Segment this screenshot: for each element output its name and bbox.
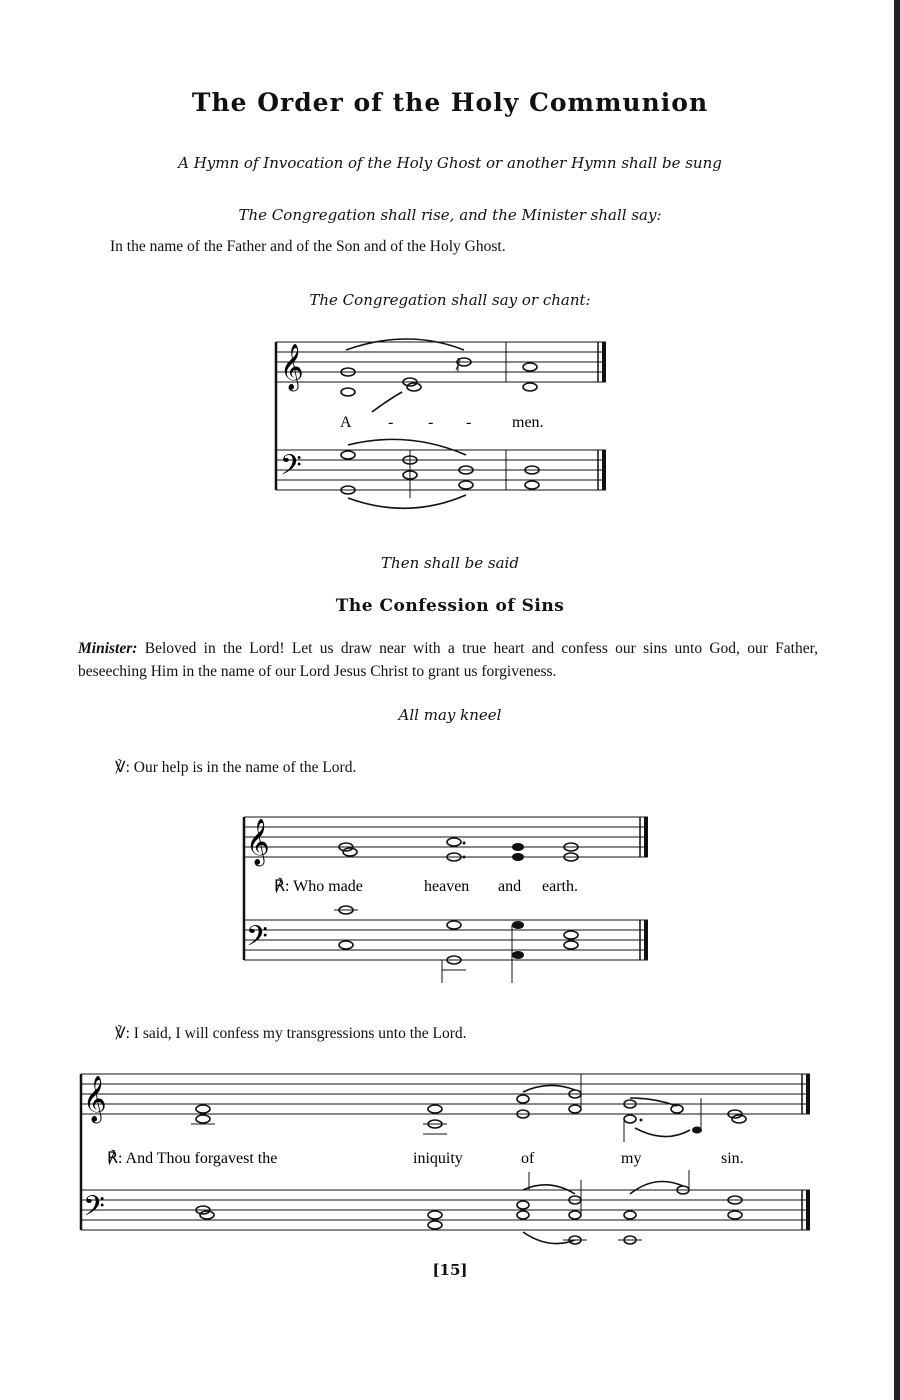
chant-rubric: The Congregation shall say or chant:: [309, 291, 591, 309]
minister-paragraph: [78, 637, 818, 683]
response-2-lyric-2: iniquity: [413, 1150, 463, 1167]
response-2-score: [75, 1062, 820, 1252]
response-1-lyric-1: ℟: Who made: [274, 878, 363, 895]
response-2-lyric-5: sin.: [721, 1150, 744, 1167]
minister-label: Minister:: [78, 640, 138, 657]
response-1-lyric-2: heaven: [424, 878, 470, 895]
hymn-rubric: A Hymn of Invocation of the Holy Ghost or another Hymn shall be sung: [178, 154, 722, 172]
treble-clef-icon: 𝄞: [246, 819, 270, 864]
response-1-score: [238, 805, 658, 985]
treble-clef-icon: 𝄞: [280, 344, 304, 389]
bass-clef-icon: 𝄢: [280, 451, 302, 488]
confession-heading: The Confession of Sins: [335, 596, 565, 616]
versicle-2: ℣: I said, I will confess my transgressions unto the Lord.: [115, 1025, 467, 1042]
amen-lyric-1: A: [340, 414, 352, 431]
page-number: [15]: [432, 1261, 468, 1279]
amen-lyric-2: -: [388, 414, 394, 431]
amen-score: [268, 330, 618, 520]
response-2-lyric-3: of: [521, 1150, 535, 1167]
rise-rubric: The Congregation shall rise, and the Minister shall say:: [238, 206, 662, 224]
response-2-lyric-4: my: [621, 1150, 642, 1167]
amen-lyric-4: -: [466, 414, 472, 431]
amen-lyric-5: men.: [512, 414, 544, 431]
response-1-lyric-4: earth.: [542, 878, 578, 895]
kneel-rubric: All may kneel: [398, 706, 502, 724]
versicle-1: ℣: Our help is in the name of the Lord.: [115, 759, 357, 776]
invocation-text: In the name of the Father and of the Son and of the Holy Ghost.: [110, 238, 506, 255]
then-rubric: Then shall be said: [381, 554, 519, 572]
response-2-lyric-1: ℟: And Thou forgavest the: [107, 1150, 278, 1167]
response-1-lyric-3: and: [498, 878, 522, 895]
minister-text: Beloved in the Lord! Let us draw near with a true heart and confess our sins unto God, our Father, beseeching Him in the name of our Lord Jesus Christ to grant us forgiveness.: [78, 640, 819, 680]
page-title: The Order of the Holy Communion: [191, 88, 709, 117]
amen-lyric-3: -: [428, 414, 434, 431]
bass-clef-icon: 𝄢: [246, 922, 268, 959]
treble-clef-icon: 𝄞: [83, 1076, 107, 1121]
bass-clef-icon: 𝄢: [83, 1192, 105, 1229]
